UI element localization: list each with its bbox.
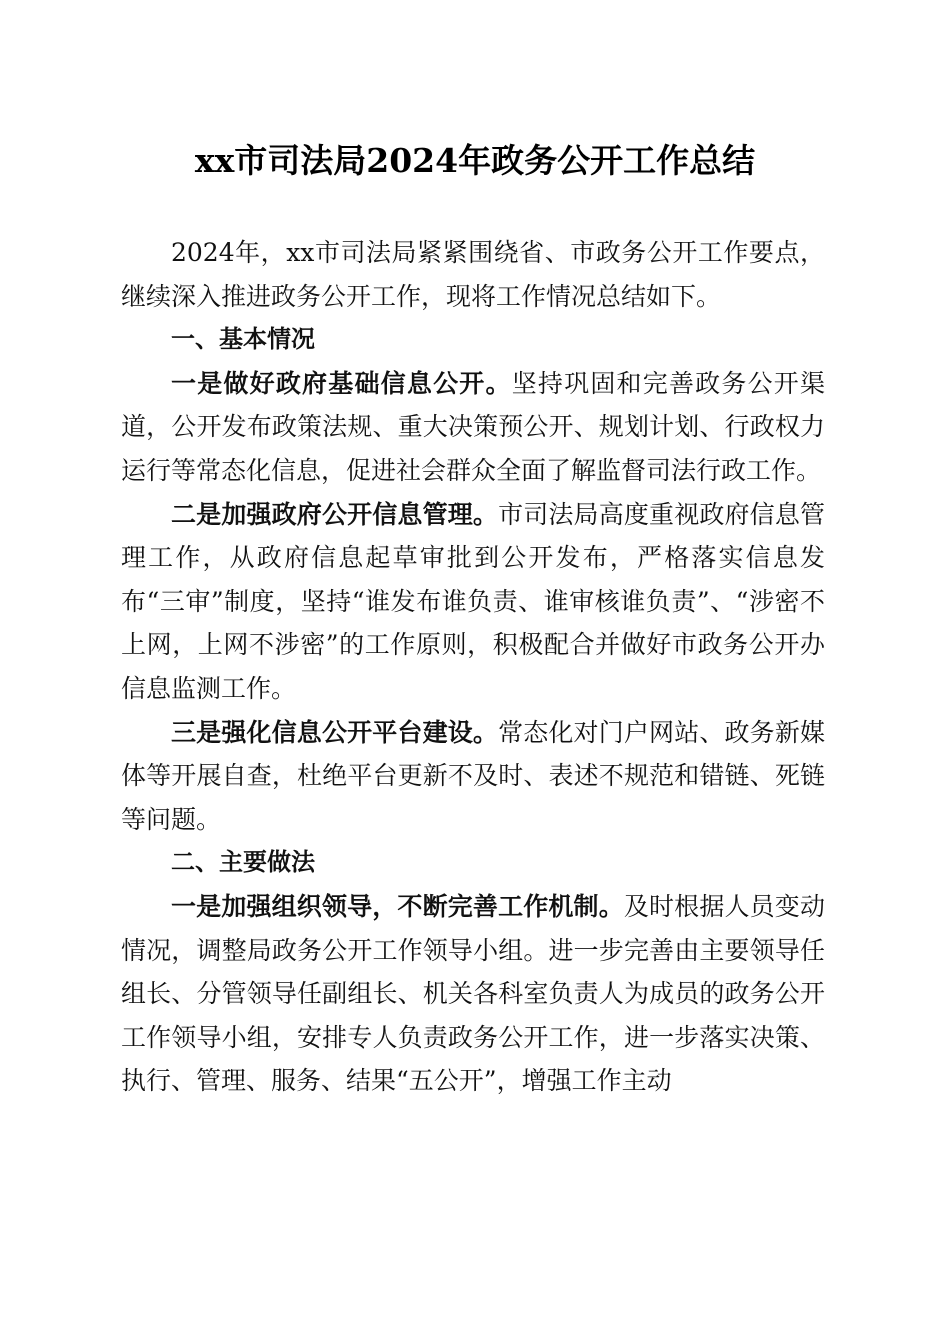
section-heading-basic: 一、基本情况	[171, 325, 315, 354]
paragraph-text: 常态化对门户网站、政务新媒体等开展自查，杜绝平台更新不及时、表述不规范和错链、死链等问题。	[121, 717, 825, 834]
paragraph	[121, 885, 825, 1103]
section-heading-practices: 二、主要做法	[171, 848, 315, 877]
paragraph-text: 坚持巩固和完善政务公开渠道，公开发布政策法规、重大决策预公开、规划计划、行政权力运行等常态化信息，促进社会群众全面了解监督司法行政工作。	[121, 368, 825, 485]
intro-paragraph: 2024年，xx市司法局紧紧围绕省、市政务公开工作要点，继续深入推进政务公开工作，现将工作情况总结如下。	[121, 238, 825, 311]
paragraph-text: 及时根据人员变动情况，调整局政务公开工作领导小组。进一步完善由主要领导任组长、分管领导任副组长、机关各科室负责人为成员的政务公开工作领导小组，安排专人负责政务公开工作，进一步落实决策、执行、管理、服务、结果“五公开”，增强工作主动	[121, 891, 825, 1096]
paragraph-lead: 三是强化信息公开平台建设。	[171, 717, 499, 747]
paragraph	[121, 711, 825, 842]
paragraph	[121, 493, 825, 711]
paragraph-lead: 一是做好政府基础信息公开。	[171, 368, 512, 398]
document-title: xx市司法局2024年政务公开工作总结	[194, 141, 756, 180]
document-body	[121, 231, 825, 1103]
paragraph-lead: 一是加强组织领导，不断完善工作机制。	[171, 891, 624, 921]
paragraph	[121, 362, 825, 493]
paragraph-text: 市司法局高度重视政府信息管理工作，从政府信息起草审批到公开发布，严格落实信息发布“三审”制度，坚持“谁发布谁负责、谁审核谁负责”、“涉密不上网，上网不涉密”的工作原则，积极配合并做好市政务公开办信息监测工作。	[121, 499, 825, 703]
paragraph-lead: 二是加强政府公开信息管理。	[171, 499, 499, 529]
